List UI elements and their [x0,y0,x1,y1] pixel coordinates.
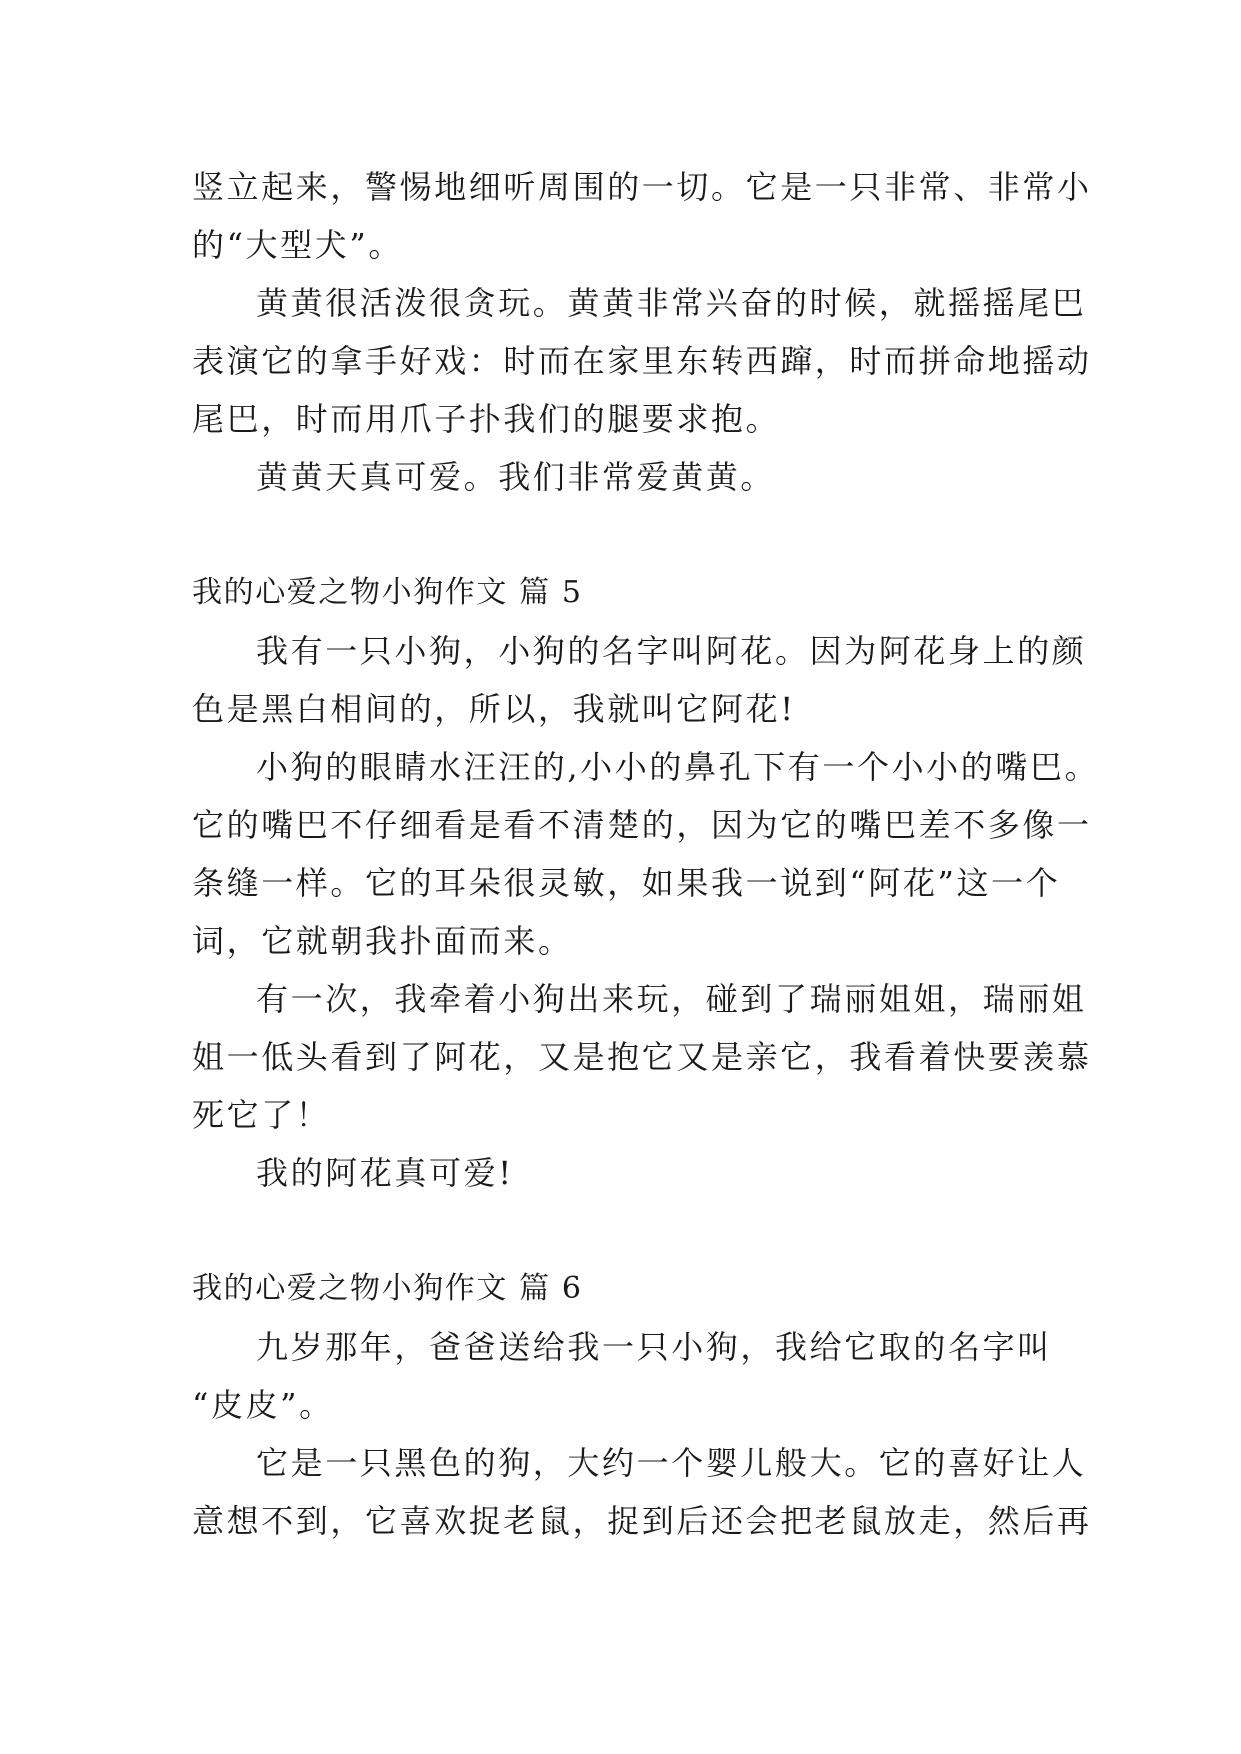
text-line: 尾巴，时而用爪子扑我们的腿要求抱。 [192,400,781,438]
text-line: 的“大型犬”。 [192,226,403,264]
text-line: 条缝一样。它的耳朵很灵敏，如果我一说到“阿花”这一个 [192,864,1061,902]
text-line: 竖立起来，警惕地细听周围的一切。它是一只非常、非常小 [192,168,1092,206]
text-line: “皮皮”。 [192,1386,334,1424]
section-heading-5: 我的心爱之物小狗作文 篇 5 [192,575,583,610]
document-body [192,158,1100,1550]
paragraph-start: 黄黄天真可爱。我们非常爱黄黄。 [256,458,776,496]
paragraph-start: 我的阿花真可爱! [256,1154,514,1192]
text-line: 色是黑白相间的，所以，我就叫它阿花! [192,690,796,728]
text-line: 它的嘴巴不仔细看是看不清楚的，因为它的嘴巴差不多像一 [192,806,1092,844]
paragraph-start: 它是一只黑色的狗，大约一个婴儿般大。它的喜好让人 [256,1444,1087,1482]
text-line: 词，它就朝我扑面而来。 [192,922,573,960]
paragraph-start: 黄黄很活泼很贪玩。黄黄非常兴奋的时候，就摇摇尾巴 [256,284,1087,322]
text-line: 表演它的拿手好戏：时而在家里东转西蹿，时而拼命地摇动 [192,342,1092,380]
text-line: 姐一低头看到了阿花，又是抱它又是亲它，我看着快要羡慕 [192,1038,1092,1076]
paragraph-start: 我有一只小狗，小狗的名字叫阿花。因为阿花身上的颜 [256,632,1087,670]
section-gap [192,1202,1052,1260]
paragraph-start: 小狗的眼睛水汪汪的,小小的鼻孔下有一个小小的嘴巴。 [256,748,1100,786]
paragraph-start: 有一次，我牵着小狗出来玩，碰到了瑞丽姐姐，瑞丽姐 [256,980,1087,1018]
section-heading-6: 我的心爱之物小狗作文 篇 6 [192,1271,583,1306]
text-line: 死它了！ [192,1096,331,1134]
text-line: 意想不到，它喜欢捉老鼠，捉到后还会把老鼠放走，然后再 [192,1502,1092,1540]
paragraph-start: 九岁那年，爸爸送给我一只小狗，我给它取的名字叫 [256,1328,1052,1366]
section-gap [192,506,1052,564]
